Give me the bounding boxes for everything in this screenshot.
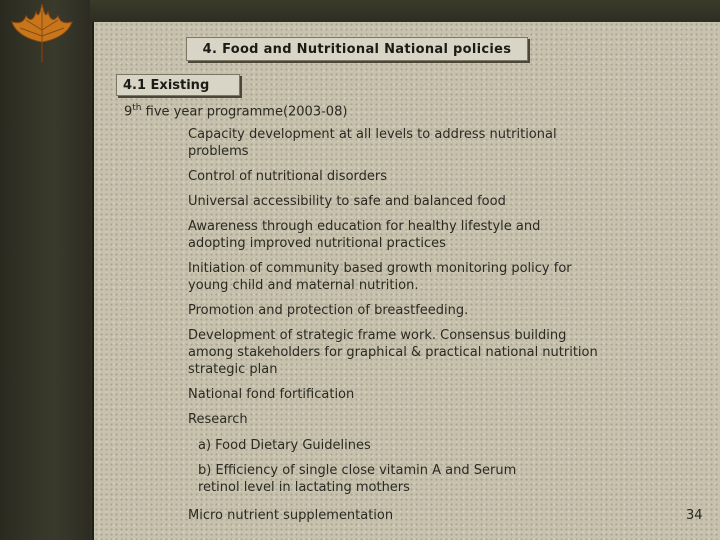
slide-title: 4. Food and Nutritional National policies [186,37,528,61]
research-sub-item: a) Food Dietary Guidelines [198,438,371,453]
list-item: Awareness through education for healthy lifestyle and adopting improved nutritional practices [188,219,541,251]
section-heading: 4.1 Existing [116,74,240,96]
list-item: Development of strategic frame work. Consensus building among stakeholders for graphical & practical national nutrition strategic plan [188,328,598,377]
list-item: National fond fortification [188,387,355,402]
list-item: Control of nutritional disorders [188,169,388,184]
list-item: Capacity development at all levels to address nutritional problems [188,127,557,159]
list-item: Research [188,412,248,427]
list-item: Initiation of community based growth monitoring policy for young child and maternal nutrition. [188,261,572,293]
list-item: Universal accessibility to safe and balanced food [188,194,506,209]
page-number: 34 [686,508,703,523]
research-sub-item: b) Efficiency of single close vitamin A and Serum retinol level in lactating mothers [198,463,517,495]
list-item: Promotion and protection of breastfeeding. [188,303,469,318]
autumn-leaf-icon [2,0,82,66]
top-band [0,0,720,22]
list-item: Micro nutrient supplementation [188,508,394,523]
programme-heading: 9th five year programme(2003-08) [124,103,348,120]
left-band [0,0,90,540]
